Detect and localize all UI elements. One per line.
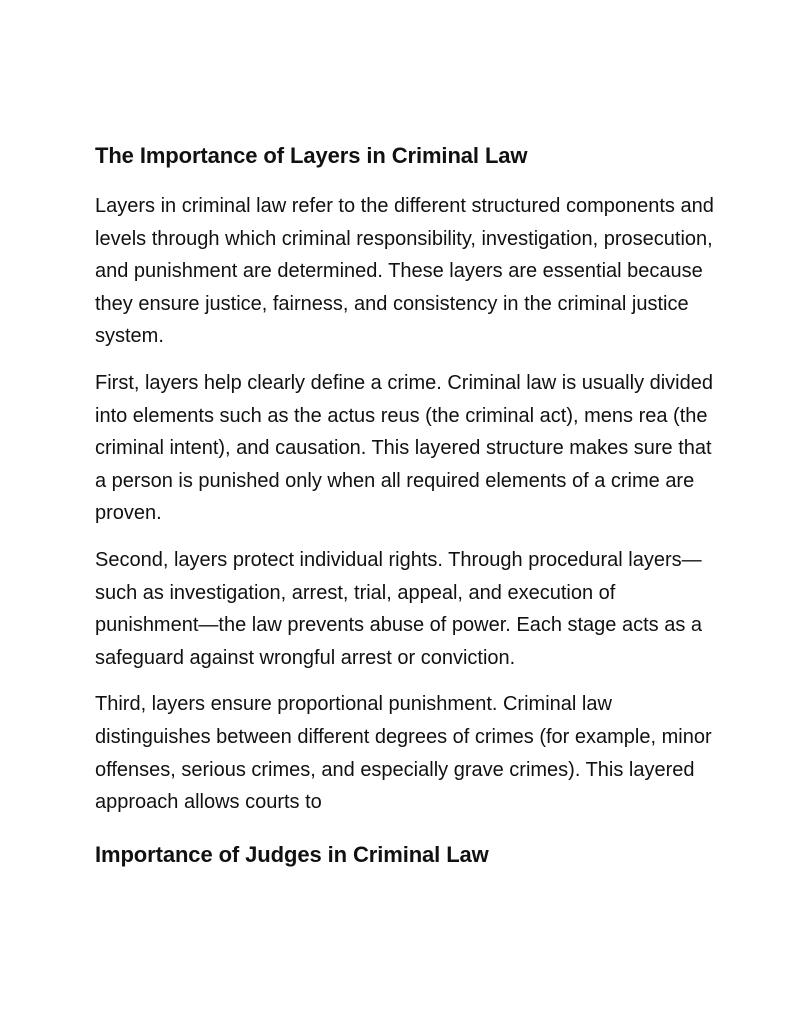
paragraph-proportional-punishment: Third, layers ensure proportional punishment. Criminal law distinguishes between different degrees of crimes (for example, minor offenses, serious crimes, and especially grave crimes). This layered approach allows courts to [95, 693, 712, 814]
section-title-judges: Importance of Judges in Criminal Law [95, 841, 489, 867]
section-title-layers: The Importance of Layers in Criminal Law [95, 143, 528, 168]
paragraph-protect-rights: Second, layers protect individual rights. Through procedural layers—such as investigation, arrest, trial, appeal, and execution of punishment—the law prevents abuse of power. Each stage acts as a safeguard against wrongful arrest or conviction. [95, 548, 703, 669]
document-content [95, 140, 715, 871]
paragraph-intro: Layers in criminal law refer to the different structured components and levels through which criminal responsibility, investigation, prosecution, and punishment are determined. These layers are essential because they ensure justice, fairness, and consistency in the criminal justice system. [95, 195, 714, 348]
paragraph-define-crime: First, layers help clearly define a crime. Criminal law is usually divided into elements such as the actus reus (the criminal act), mens rea (the criminal intent), and causation. This layered structure makes sure that a person is punished only when all required elements of a crime are proven. [95, 371, 713, 525]
